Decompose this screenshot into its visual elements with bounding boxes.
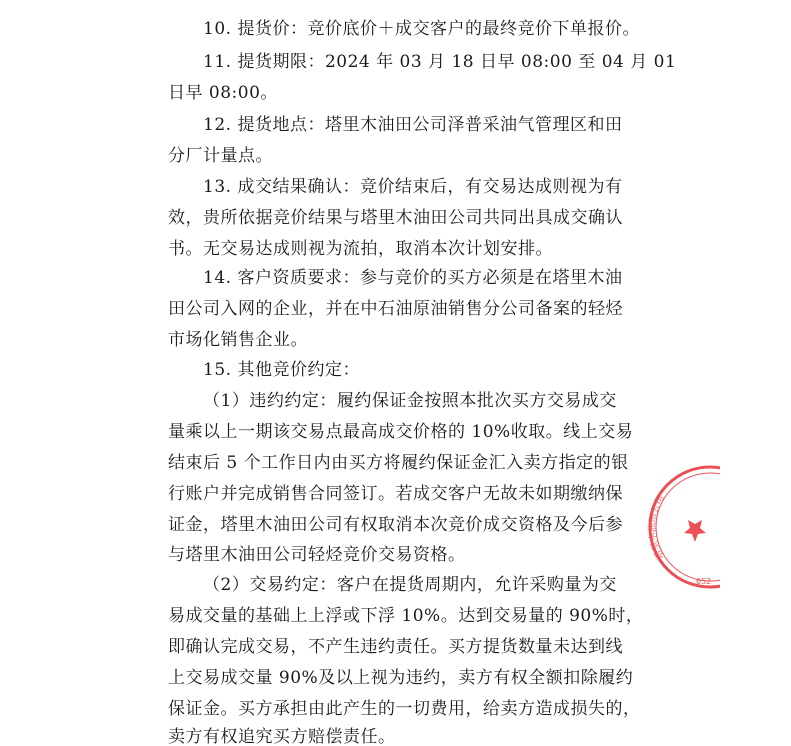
clause-13-line-3: 书。无交易达成则视为流拍，取消本次计划安排。 (168, 239, 553, 259)
clause-15-heading: 15. 其他竞价约定： (203, 360, 360, 380)
clause-15-1-line-6: 与塔里木油田公司轻烃竞价交易资格。 (168, 545, 466, 565)
clause-15-1-line-1: （1）违约约定：履约保证金按照本批次买方交易成交 (203, 391, 617, 411)
svg-text:652: 652 (696, 577, 712, 586)
clause-15-2-line-6: 卖方有权追究买方赔偿责任。 (168, 727, 396, 746)
clause-15-1-line-4: 行账户并完成销售合同签订。若成交客户无故未如期缴纳保 (168, 484, 623, 504)
clause-15-2-line-5: 保证金。买方承担由此产生的一切费用，给卖方造成损失的， (168, 699, 641, 719)
clause-15-2-line-1: （2）交易约定：客户在提货周期内，允许采购量为交 (203, 575, 617, 595)
clause-15-1-line-3: 结束后 5 个工作日内由买方将履约保证金汇入卖方指定的银 (168, 453, 629, 473)
clause-13-line-1: 13. 成交结果确认：竞价结束后，有交易达成则视为有 (203, 177, 623, 197)
clause-10-line-1: 10. 提货价：竞价底价＋成交客户的最终竞价下单报价。 (203, 19, 640, 39)
seal-star-icon (684, 520, 706, 542)
clause-11-line-1: 11. 提货期限：2024 年 03 月 18 日早 08:00 至 04 月 01 (203, 52, 677, 72)
clause-12-line-1: 12. 提货地点：塔里木油田公司泽普采油气管理区和田 (203, 115, 623, 135)
clause-14-line-1: 14. 客户资质要求：参与竞价的买方必须是在塔里木油 (203, 268, 623, 288)
clause-15-2-line-3: 即确认完成交易，不产生违约责任。买方提货数量未达到线 (168, 637, 623, 657)
clause-11-line-2: 日早 08:00。 (168, 83, 278, 103)
clause-15-2-line-4: 上交易成交量 90%及以上视为违约，卖方有权全额扣除履约 (168, 668, 634, 688)
clause-15-1-line-2: 量乘以上一期该交易点最高成交价格的 10%收取。线上交易 (168, 422, 634, 442)
clause-13-line-2: 效，贵所依据竞价结果与塔里木油田公司共同出具成交确认 (168, 208, 623, 228)
clause-12-line-2: 分厂计量点。 (168, 146, 273, 166)
clause-15-2-line-2: 易成交量的基础上上浮或下浮 10%。达到交易量的 90%时， (168, 606, 644, 626)
clause-14-line-3: 市场化销售企业。 (168, 330, 308, 350)
clause-15-1-line-5: 证金，塔里木油田公司有权取消本次竞价成交资格及今后参 (168, 515, 623, 535)
official-seal-stamp (630, 462, 720, 592)
clause-14-line-2: 田公司入网的企业，并在中石油原油销售分公司备案的轻烃 (168, 299, 623, 319)
svg-text:塔里木油田公司: 塔里木油田公司 (647, 493, 667, 561)
